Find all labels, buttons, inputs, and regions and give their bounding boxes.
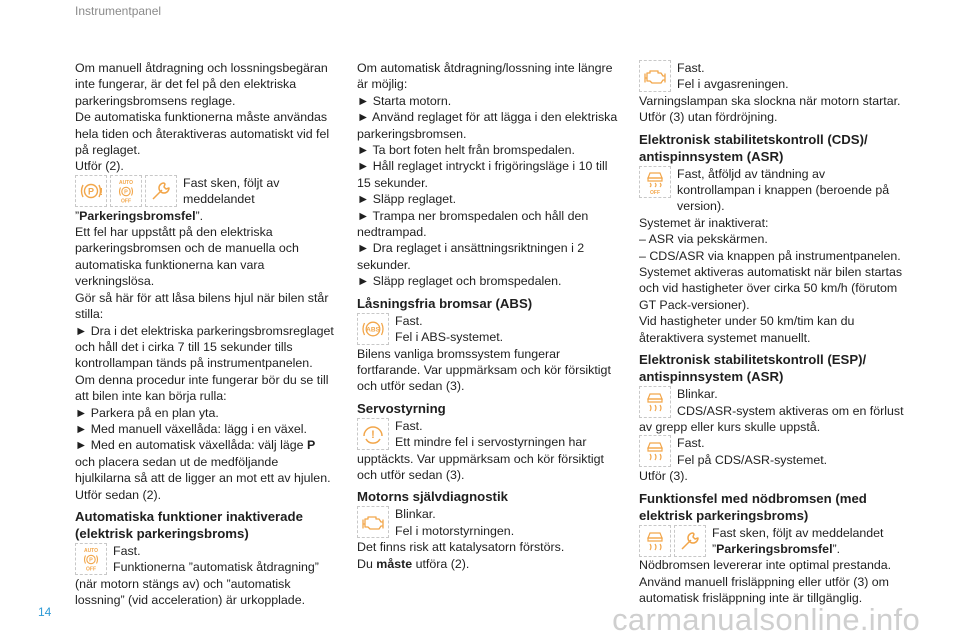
svg-text:OFF: OFF [86, 566, 96, 572]
section-header: Instrumentpanel [75, 4, 162, 18]
bullet-item: ► Dra i det elektriska parkeringsbromsreglaget och håll det i cirka 7 till 15 sekunder tills kontrollampan tänds på instrumentpanelen. [75, 323, 334, 371]
abs-warning-icon [357, 313, 389, 345]
svg-text:AUTO: AUTO [118, 179, 134, 186]
stability-control-icon [639, 435, 671, 467]
svg-text:P: P [124, 189, 128, 196]
warning-icon-row [639, 166, 904, 215]
warning-icon-row [75, 543, 337, 576]
auto-park-off-icon [110, 175, 142, 207]
bullet-item: ► Parkera på en plan yta. [75, 405, 219, 420]
stability-control-icon [639, 386, 671, 418]
svg-text:!: ! [371, 428, 375, 441]
bullet-item: ► Dra reglaget i ansättningsriktningen i 2 sekunder. [357, 241, 585, 272]
steering-wheel-warning-icon [357, 418, 389, 450]
wrench-service-icon [674, 525, 706, 557]
paragraph: Utför (2). [75, 159, 124, 174]
bullet-item: ► Med manuell växellåda: lägg i en växel. [75, 421, 307, 436]
bullet-item: ► Håll reglaget intryckt i frigöringsläge i 10 till 15 sekunder. [357, 159, 608, 190]
icon-description: CDS/ASR-system aktiveras om en förlust [677, 403, 904, 418]
icon-description: Funktionerna ”automatisk åtdragning” [113, 560, 319, 575]
stability-off-icon [639, 166, 671, 198]
message-line: ”Parkeringsbromsfel”. [712, 541, 841, 556]
warning-icon-row [75, 175, 337, 208]
bullet-item: ► Använd reglaget för att lägga i den elektriska parkeringsbromsen. [357, 110, 618, 141]
paragraph: Varningslampan ska slockna när motorn startar. Utför (3) utan fördröjning. [639, 93, 901, 125]
wrench-service-icon [145, 175, 177, 207]
svg-text:!: ! [99, 186, 103, 198]
stability-control-icon [639, 525, 671, 557]
warning-icon-row [357, 506, 622, 539]
svg-text:P: P [87, 186, 95, 197]
warning-icon-row [357, 418, 622, 451]
page-number: 14 [38, 605, 52, 619]
paragraph: upptäckts. Var uppmärksam och kör försiktigt och utför sedan (3). [357, 451, 604, 482]
dash-item: – CDS/ASR via knappen på instrumentpanelen. [639, 248, 901, 263]
icon-status: Blinkar. [395, 507, 436, 522]
paragraph: Nödbromsen levererar inte optimal prestanda. Använd manuell frisläppning eller utför (3) om automatisk frisläppning inte är tillgänglig. [639, 558, 892, 606]
svg-text:ABS: ABS [366, 326, 380, 334]
paragraph: av grepp eller kurs skulle uppstå. [639, 419, 821, 434]
icon-status: Blinkar. [677, 387, 718, 402]
icon-description: Ett mindre fel i servostyrningen har [395, 435, 587, 450]
bullet-item: ► Släpp reglaget. [357, 192, 457, 207]
warning-icon-row [639, 386, 904, 419]
paragraph: Utför (3). [639, 469, 688, 484]
bullet-item: ► Med en automatisk växellåda: välj läge P och placera sedan ut de medföljande hjulkilarna så att de ligger an mot ett av hjulen. [75, 438, 331, 486]
svg-text:OFF: OFF [650, 189, 660, 195]
svg-text:OFF: OFF [121, 198, 131, 204]
section-heading-abs: Låsningsfria bromsar (ABS) [357, 295, 533, 311]
warning-icon-row [639, 525, 904, 558]
icon-status: Fast. [395, 418, 423, 433]
dash-item: – ASR via pekskärmen. [639, 232, 768, 247]
paragraph: Vid hastigheter under 50 km/tim kan du återaktivera systemet manuellt. [639, 314, 855, 345]
icon-description: Fel i motorstyrningen. [395, 523, 515, 538]
paragraph: Om manuell åtdragning och lossningsbegäran inte fungerar, är det fel på den elektriska parkeringsbromsens reglage. [75, 61, 328, 108]
paragraph: Du måste utföra (2). [357, 556, 470, 571]
engine-warning-icon [639, 60, 671, 92]
icon-description: Fel på CDS/ASR-systemet. [677, 452, 828, 467]
warning-icon-row [357, 313, 622, 346]
svg-text:AUTO: AUTO [83, 547, 99, 554]
svg-text:P: P [89, 557, 93, 564]
bullet-item: ► Ta bort foten helt från bromspedalen. [357, 143, 575, 158]
auto-park-off-icon [75, 543, 107, 575]
icon-status: Fast. [113, 543, 141, 558]
paragraph: De automatiska funktionerna måste användas hela tiden och återaktiveras automatiskt vid fel på reglaget. [75, 110, 330, 158]
paragraph: (när motorn stängs av) och ”automatisk lossning” (vid acceleration) är urkopplade. [75, 576, 306, 608]
watermark: carmanualsonline.info [612, 602, 920, 637]
section-heading-servo: Servostyrning [357, 400, 446, 416]
paragraph: Systemet aktiveras automatiskt när bilen startas och vid hastigheter över cirka 50 km/h (förutom GT Pack-versioner). [639, 265, 903, 312]
icon-status: Fast. [677, 436, 705, 451]
paragraph: Det finns risk att katalysatorn förstörs. [357, 540, 565, 555]
engine-warning-icon [357, 506, 389, 538]
section-heading-motor: Motorns självdiagnostik [357, 489, 508, 505]
paragraph: Systemet är inaktiverat: [639, 215, 769, 230]
column-3 [639, 60, 904, 607]
paragraph: Om automatisk åtdragning/lossning inte längre är möjlig: [357, 61, 613, 92]
icon-status: Fast. [677, 61, 705, 75]
warning-icon-row [639, 60, 904, 93]
bullet-item: ► Släpp reglaget och bromspedalen. [357, 274, 562, 289]
icon-description: Fast, åtföljd av tändning av kontrollampan i knappen (beroende på version). [677, 166, 890, 214]
bullet-item: ► Trampa ner bromspedalen och håll den nedtrampad. [357, 208, 589, 240]
column-2 [357, 60, 622, 572]
parking-brake-fault-icon [75, 175, 107, 207]
icon-description: Fel i avgasreningen. [677, 77, 789, 92]
section-heading-cds: Elektronisk stabilitetskontroll (CDS)/ antispinnsystem (ASR) [639, 131, 868, 164]
paragraph: Bilens vanliga bromssystem fungerar fortfarande. Var uppmärksam och kör försiktigt och utför sedan (3). [357, 346, 611, 394]
icon-description: Fast sken, följt av meddelandet [183, 175, 280, 207]
icon-description: Fast sken, följt av meddelandet [712, 525, 884, 540]
warning-icon-row [639, 435, 904, 468]
message-line: ”Parkeringsbromsfel”. [75, 208, 204, 223]
column-1 [75, 60, 337, 609]
paragraph: Utför sedan (2). [75, 487, 162, 502]
section-heading-esp: Elektronisk stabilitetskontroll (ESP)/ antispinnsystem (ASR) [639, 352, 867, 385]
icon-description: Fel i ABS-systemet. [395, 330, 504, 345]
paragraph: Gör så här för att låsa bilens hjul när bilen står stilla: [75, 290, 329, 322]
bullet-item: ► Starta motorn. [357, 93, 452, 108]
section-heading: Automatiska funktioner inaktiverade (elektrisk parkeringsbroms) [75, 508, 303, 541]
icon-status: Fast. [395, 313, 423, 328]
paragraph: Ett fel har uppstått på den elektriska parkeringsbromsen och de manuella och automatiska funktionerna kan vara verkningslösa. [75, 225, 299, 289]
section-heading-brake: Funktionsfel med nödbromsen (med elektrisk parkeringsbroms) [639, 490, 867, 523]
paragraph: Om denna procedur inte fungerar bör du se till att bilen inte kan börja rulla: [75, 372, 329, 404]
